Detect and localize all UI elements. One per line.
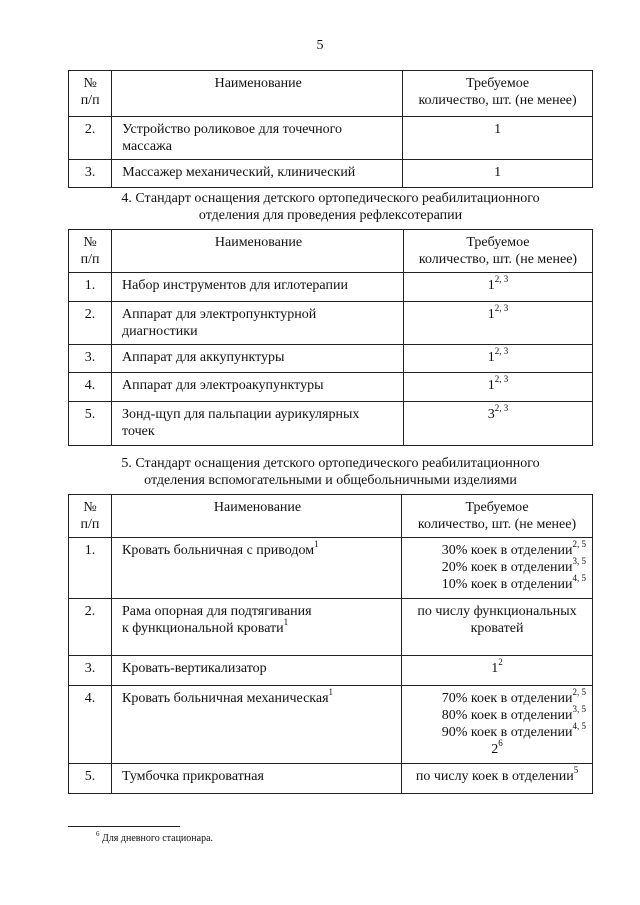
row-name: Набор инструментов для иглотерапии <box>112 273 404 302</box>
qty-value: 1 <box>487 378 495 393</box>
header-num-cell <box>69 71 112 117</box>
table-row <box>69 345 593 373</box>
table-row <box>69 117 593 160</box>
qty-footnote-ref: 4, 5 <box>572 573 586 584</box>
header-qty-line2: количество, шт. (не менее) <box>417 517 577 532</box>
row-num: 1. <box>69 273 112 302</box>
qty-footnote-ref: 6 <box>498 738 503 749</box>
qty-line <box>402 556 592 576</box>
header-qty-line1: Требуемое <box>465 500 529 515</box>
row-qty <box>402 686 593 764</box>
table-row <box>69 538 593 599</box>
row-num: 5. <box>69 402 112 446</box>
qty-footnote-ref: 2, 3 <box>494 346 509 357</box>
name-footnote-ref: 1 <box>283 617 289 628</box>
qty-line <box>402 687 592 707</box>
qty-text: 70% коек в отделении <box>441 691 573 706</box>
row-name-text: Кровать больничная механическая <box>121 691 329 706</box>
equipment-table-continued <box>68 70 593 188</box>
row-num: 1. <box>69 538 112 599</box>
row-name: Аппарат для электроакупунктуры <box>112 373 404 402</box>
row-qty <box>403 273 592 302</box>
section-5-title-line1: 5. Стандарт оснащения детского ортопедического реабилитационного <box>121 456 540 471</box>
row-name-line: Аппарат для электропунктурной <box>122 307 317 322</box>
qty-text: 30% коек в отделении <box>441 543 573 558</box>
auxiliary-equipment-table <box>68 494 593 794</box>
row-num: 3. <box>69 656 112 686</box>
qty-value: 1 <box>487 350 495 365</box>
qty-footnote-ref: 5 <box>573 765 579 776</box>
qty-line <box>491 738 503 757</box>
row-name-line: диагностики <box>122 324 198 339</box>
header-qty-line2: количество, шт. (не менее) <box>418 252 578 267</box>
table-header-row <box>69 230 593 273</box>
reflexotherapy-table <box>68 229 593 446</box>
header-num-cell <box>69 230 112 273</box>
qty-line <box>402 573 592 593</box>
qty-footnote-ref: 2, 3 <box>494 274 509 285</box>
name-footnote-ref: 1 <box>328 687 334 698</box>
row-qty: 1 <box>403 117 593 160</box>
qty-text: 80% коек в отделении <box>441 708 573 723</box>
row-name-line: Рама опорная для подтягивания <box>121 604 312 619</box>
row-name-line: Зонд-щуп для пальпации аурикулярных <box>122 407 360 422</box>
row-name <box>112 302 404 345</box>
row-qty: 1 <box>403 160 593 188</box>
row-num: 2. <box>69 599 112 656</box>
section-4-title-line2: отделения для проведения рефлексотерапии <box>198 208 463 223</box>
header-qty-line1: Требуемое <box>466 76 530 91</box>
qty-footnote-ref: 2, 3 <box>494 374 509 385</box>
row-name <box>112 117 403 160</box>
table-row <box>69 402 593 446</box>
row-name <box>111 538 401 599</box>
header-num-line1: № <box>83 500 97 515</box>
footnote-divider <box>68 826 180 827</box>
qty-footnote-ref: 3, 5 <box>572 556 586 567</box>
header-qty-line1: Требуемое <box>466 235 530 250</box>
row-name-line: Устройство роликовое для точечного <box>122 122 343 137</box>
footnote-marker: 6 <box>96 829 100 838</box>
name-footnote-ref: 1 <box>314 539 319 550</box>
header-name-cell: Наименование <box>112 230 404 273</box>
qty-text: 20% коек в отделении <box>441 560 573 575</box>
row-num: 5. <box>69 764 112 794</box>
header-num-line1: № <box>83 76 97 91</box>
row-name <box>111 686 401 764</box>
section-5-title-line2: отделения вспомогательными и общебольничными изделиями <box>144 473 517 488</box>
qty-value: 1 <box>491 661 499 676</box>
header-qty-cell <box>403 230 592 273</box>
row-qty <box>402 764 593 794</box>
table-row <box>69 764 593 794</box>
header-qty-cell <box>402 495 593 538</box>
row-name: Кровать-вертикализатор <box>111 656 401 686</box>
row-name <box>112 402 404 446</box>
row-name <box>111 599 401 656</box>
qty-value: 1 <box>487 278 495 293</box>
row-qty <box>402 538 593 599</box>
qty-value: 3 <box>487 407 495 422</box>
table-header-row <box>69 71 593 117</box>
header-num-line2: п/п <box>80 252 100 267</box>
row-num: 2. <box>69 302 112 345</box>
section-5-title <box>68 455 593 489</box>
section-4-title <box>68 190 593 224</box>
table-row <box>69 599 593 656</box>
qty-line: по числу функциональных <box>417 604 577 619</box>
qty-text: 10% коек в отделении <box>441 577 573 592</box>
qty-footnote-ref: 2, 5 <box>572 687 586 698</box>
page-number: 5 <box>316 38 324 53</box>
row-num: 2. <box>69 117 112 160</box>
row-qty <box>402 656 593 686</box>
row-qty <box>403 345 592 373</box>
row-name: Аппарат для аккупунктуры <box>112 345 404 373</box>
section-4-title-line1: 4. Стандарт оснащения детского ортопедического реабилитационного <box>121 191 540 206</box>
qty-line <box>402 539 592 559</box>
row-num: 4. <box>69 373 112 402</box>
header-qty-line2: количество, шт. (не менее) <box>418 93 577 108</box>
qty-footnote-ref: 2, 3 <box>494 403 509 414</box>
header-num-cell <box>69 495 112 538</box>
table-row <box>69 656 593 686</box>
row-qty <box>402 599 593 656</box>
qty-line <box>402 704 592 724</box>
row-num: 3. <box>69 160 112 188</box>
header-num-line2: п/п <box>80 93 100 108</box>
row-qty <box>403 402 592 446</box>
table-row <box>69 273 593 302</box>
row-num: 4. <box>69 686 112 764</box>
qty-footnote-ref: 3, 5 <box>572 704 586 715</box>
row-num: 3. <box>69 345 112 373</box>
qty-line: кроватей <box>470 621 524 636</box>
row-name-line: к функциональной кровати <box>121 621 284 636</box>
table-row <box>69 373 593 402</box>
table-row <box>69 686 593 764</box>
header-name-cell: Наименование <box>112 71 403 117</box>
footnote <box>96 829 214 844</box>
qty-footnote-ref: 2 <box>498 657 503 668</box>
table-header-row <box>69 495 593 538</box>
row-name: Массажер механический, клинический <box>112 160 403 188</box>
header-num-line2: п/п <box>80 517 100 532</box>
footnote-text: Для дневного стационара. <box>102 833 214 844</box>
row-qty <box>403 302 592 345</box>
header-qty-cell <box>403 71 593 117</box>
qty-value: по числу коек в отделении <box>415 769 574 784</box>
qty-footnote-ref: 4, 5 <box>572 721 586 732</box>
qty-text: 2 <box>491 742 499 757</box>
table-row <box>69 160 593 188</box>
row-name-line: точек <box>122 424 155 439</box>
qty-footnote-ref: 2, 5 <box>572 539 586 550</box>
row-name-line: массажа <box>122 139 172 154</box>
header-num-line1: № <box>83 235 97 250</box>
header-name-cell: Наименование <box>111 495 401 538</box>
row-qty <box>403 373 592 402</box>
row-name: Тумбочка прикроватная <box>111 764 401 794</box>
qty-text: 90% коек в отделении <box>441 725 573 740</box>
table-row <box>69 302 593 345</box>
qty-value: 1 <box>487 307 495 322</box>
qty-footnote-ref: 2, 3 <box>494 303 509 314</box>
row-name-text: Кровать больничная с приводом <box>121 543 315 558</box>
